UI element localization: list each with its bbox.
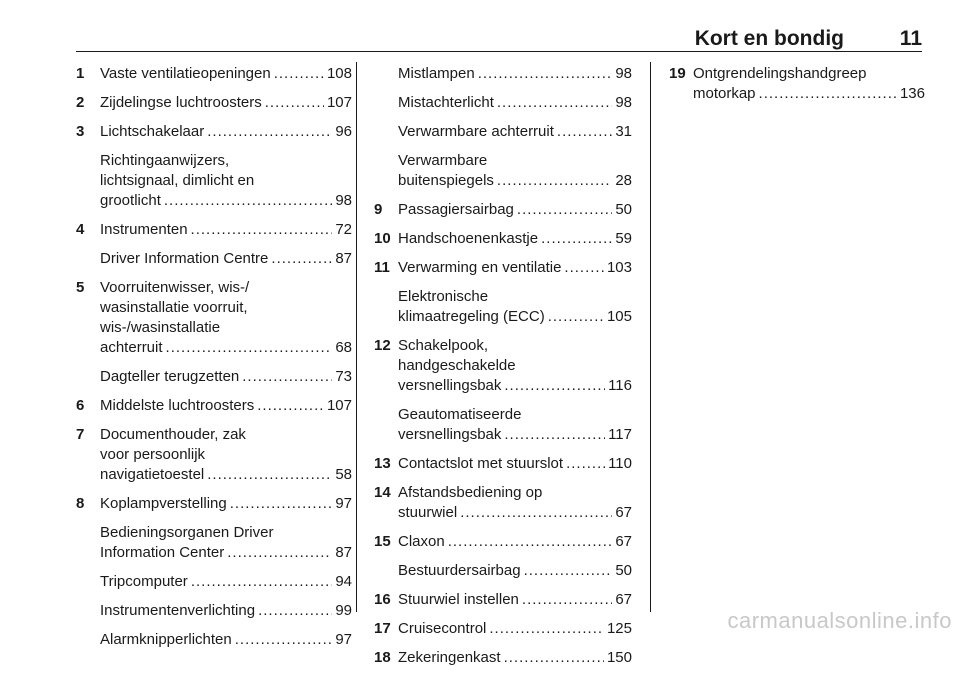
entry-number: 7 [76, 426, 85, 443]
entry-number: 17 [374, 620, 391, 637]
entry-page-link[interactable]: 107 [326, 397, 352, 414]
index-entry [374, 336, 632, 396]
entry-text: wasinstallatie voorruit, [100, 299, 248, 316]
entry-text: Lichtschakelaar [100, 123, 205, 140]
entry-last-line [100, 191, 352, 211]
entry-page-link[interactable]: 150 [606, 649, 632, 666]
entry-text: handgeschakelde [398, 357, 516, 374]
entry-text: Geautomatiseerde [398, 406, 522, 423]
entry-page-link[interactable]: 116 [608, 377, 632, 394]
entry-last-line [100, 396, 352, 416]
entry-page-link[interactable]: 117 [608, 426, 632, 443]
entry-last-line [398, 171, 632, 191]
entry-number: 16 [374, 591, 391, 608]
dot-leader [517, 200, 612, 220]
entry-last-line [100, 494, 352, 514]
index-entry [76, 523, 352, 563]
entry-number: 5 [76, 279, 85, 296]
entry-text: Mistlampen [398, 65, 475, 82]
dot-leader [504, 425, 605, 445]
entry-page-link[interactable]: 59 [615, 230, 632, 247]
page-title: Kort en bondig [694, 27, 844, 50]
index-entry [374, 151, 632, 191]
dot-leader [164, 191, 332, 211]
entry-text: Middelste luchtroosters [100, 397, 255, 414]
dot-leader [235, 630, 333, 650]
page-number: 11 [899, 27, 922, 50]
column-divider [650, 62, 651, 612]
entry-text: Verwarmbare achterruit [398, 123, 554, 140]
entry-text: Bedieningsorganen Driver [100, 524, 274, 541]
watermark: carmanualsonline.info [727, 608, 952, 633]
entry-page-link[interactable]: 97 [335, 495, 352, 512]
entry-last-line [100, 249, 352, 269]
entry-number: 19 [669, 65, 686, 82]
index-entry [374, 619, 632, 639]
entry-page-link[interactable]: 68 [335, 339, 352, 356]
dot-leader [191, 572, 333, 592]
entry-text: voor persoonlijk [100, 446, 206, 463]
index-entry [374, 200, 632, 220]
header-rule [76, 51, 922, 52]
entry-last-line [398, 258, 632, 278]
entry-last-line [100, 630, 352, 650]
dot-leader [524, 561, 613, 581]
dot-leader [257, 396, 324, 416]
entry-number: 14 [374, 484, 391, 501]
entry-text: Schakelpook, [398, 337, 489, 354]
dot-leader [191, 220, 333, 240]
dot-leader [497, 171, 612, 191]
entry-text: navigatietoestel [100, 466, 205, 483]
index-entry [374, 258, 632, 278]
entry-page-link[interactable]: 98 [335, 192, 352, 209]
entry-last-line [398, 532, 632, 552]
entry-page-link[interactable]: 99 [335, 602, 352, 619]
entry-text: Information Center [100, 544, 225, 561]
entry-last-line [398, 229, 632, 249]
entry-text: Koplampverstelling [100, 495, 227, 512]
entry-text: Verwarmbare [398, 152, 488, 169]
entry-text: Richtingaanwijzers, [100, 152, 230, 169]
index-entry [374, 405, 632, 445]
entry-number: 6 [76, 397, 85, 414]
entry-last-line [398, 200, 632, 220]
entry-last-line [100, 93, 352, 113]
index-entry [76, 367, 352, 387]
column-1 [76, 64, 352, 659]
entry-last-line [398, 425, 632, 445]
entry-number: 9 [374, 201, 383, 218]
dot-leader [207, 465, 332, 485]
entry-text: grootlicht [100, 192, 161, 209]
dot-leader [265, 93, 324, 113]
dot-leader [274, 64, 324, 84]
dot-leader [566, 454, 605, 474]
index-entry [374, 561, 632, 581]
entry-page-link[interactable]: 67 [615, 504, 632, 521]
entry-text: versnellingsbak [398, 377, 502, 394]
column-3 [669, 64, 925, 113]
dot-leader [564, 258, 604, 278]
dot-leader [460, 503, 612, 523]
entry-number: 13 [374, 455, 391, 472]
entry-last-line [398, 64, 632, 84]
entry-number: 18 [374, 649, 391, 666]
index-entry [374, 122, 632, 142]
entry-page-link[interactable]: 125 [606, 620, 632, 637]
entry-text: Dagteller terugzetten [100, 368, 240, 385]
column-2 [374, 64, 632, 677]
entry-last-line [100, 220, 352, 240]
entry-number: 11 [374, 259, 390, 276]
entry-page-link[interactable]: 98 [615, 65, 632, 82]
entry-text: Mistachterlicht [398, 94, 494, 111]
index-entry [76, 572, 352, 592]
dot-leader [242, 367, 332, 387]
entry-page-link[interactable]: 87 [335, 544, 352, 561]
entry-text: Cruisecontrol [398, 620, 487, 637]
entry-page-link[interactable]: 67 [615, 533, 632, 550]
dot-leader [548, 307, 604, 327]
entry-text: buitenspiegels [398, 172, 494, 189]
entry-page-link[interactable]: 94 [335, 573, 352, 590]
dot-leader [166, 338, 333, 358]
entry-page-link[interactable]: 73 [335, 368, 352, 385]
entry-last-line [398, 307, 632, 327]
entry-text: Passagiersairbag [398, 201, 514, 218]
entry-last-line [398, 93, 632, 113]
entry-last-line [398, 619, 632, 639]
dot-leader [271, 249, 332, 269]
index-entry [76, 151, 352, 211]
entry-page-link[interactable]: 97 [335, 631, 352, 648]
entry-text: motorkap [693, 85, 756, 102]
entry-text: Ontgrendelingshandgreep [693, 65, 867, 82]
entry-number: 10 [374, 230, 391, 247]
entry-text: achterruit [100, 339, 163, 356]
entry-page-link[interactable]: 110 [608, 455, 632, 472]
entry-number: 2 [76, 94, 85, 111]
dot-leader [557, 122, 612, 142]
entry-last-line [398, 454, 632, 474]
dot-leader [497, 93, 612, 113]
dot-leader [230, 494, 333, 514]
dot-leader [448, 532, 613, 552]
dot-leader [504, 648, 604, 668]
entry-text: Alarmknipperlichten [100, 631, 232, 648]
dot-leader [227, 543, 332, 563]
entry-text: Driver Information Centre [100, 250, 269, 267]
entry-text: Elektronische [398, 288, 489, 305]
index-entry [76, 278, 352, 358]
index-entry [374, 93, 632, 113]
entry-text: wis-/wasinstallatie [100, 319, 221, 336]
dot-leader [522, 590, 612, 610]
entry-text: klimaatregeling (ECC) [398, 308, 545, 325]
entry-text: Stuurwiel instellen [398, 591, 519, 608]
entry-page-link[interactable]: 50 [615, 201, 632, 218]
entry-page-link[interactable]: 31 [615, 123, 632, 140]
entry-number: 4 [76, 221, 85, 238]
entry-last-line [693, 84, 925, 104]
entry-page-link[interactable]: 105 [606, 308, 632, 325]
index-entry [76, 630, 352, 650]
index-entry [374, 229, 632, 249]
entry-number: 15 [374, 533, 391, 550]
index-entry [374, 454, 632, 474]
index-entry [374, 648, 632, 668]
index-entry [76, 396, 352, 416]
entry-page-link[interactable]: 103 [606, 259, 632, 276]
entry-text: Voorruitenwisser, wis-/ [100, 279, 250, 296]
entry-text: Handschoenenkastje [398, 230, 539, 247]
index-entry [374, 532, 632, 552]
entry-text: Instrumenten [100, 221, 188, 238]
entry-text: Claxon [398, 533, 445, 550]
entry-last-line [398, 122, 632, 142]
entry-number: 3 [76, 123, 85, 140]
index-entry [76, 64, 352, 84]
entry-text: Vaste ventilatieopeningen [100, 65, 271, 82]
entry-page-link[interactable]: 136 [899, 85, 925, 102]
entry-page-link[interactable]: 98 [615, 94, 632, 111]
index-entry [669, 64, 925, 104]
index-entry [76, 425, 352, 485]
index-entry [76, 122, 352, 142]
index-entry [76, 494, 352, 514]
entry-last-line [100, 367, 352, 387]
entry-number: 1 [76, 65, 85, 82]
entry-page-link[interactable]: 108 [326, 65, 352, 82]
entry-text: lichtsignaal, dimlicht en [100, 172, 255, 189]
entry-text: Verwarming en ventilatie [398, 259, 562, 276]
entry-last-line [398, 503, 632, 523]
entry-text: versnellingsbak [398, 426, 502, 443]
entry-page-link[interactable]: 96 [335, 123, 352, 140]
entry-number: 12 [374, 337, 391, 354]
dot-leader [258, 601, 332, 621]
dot-leader [759, 84, 897, 104]
entry-text: Instrumentenverlichting [100, 602, 256, 619]
entry-last-line [398, 561, 632, 581]
dot-leader [478, 64, 613, 84]
entry-page-link[interactable]: 67 [615, 591, 632, 608]
dot-leader [489, 619, 604, 639]
dot-leader [207, 122, 332, 142]
entry-page-link[interactable]: 72 [335, 221, 352, 238]
index-entry [374, 64, 632, 84]
entry-page-link[interactable]: 58 [335, 466, 352, 483]
entry-last-line [100, 601, 352, 621]
index-entry [76, 220, 352, 240]
entry-last-line [100, 338, 352, 358]
dot-leader [541, 229, 612, 249]
entry-last-line [100, 543, 352, 563]
entry-text: Documenthouder, zak [100, 426, 246, 443]
column-divider [356, 62, 357, 612]
entry-text: Bestuurdersairbag [398, 562, 521, 579]
entry-last-line [100, 64, 352, 84]
index-entry [374, 483, 632, 523]
entry-last-line [100, 572, 352, 592]
index-entry [76, 249, 352, 269]
entry-last-line [398, 376, 632, 396]
entry-last-line [398, 648, 632, 668]
index-entry [374, 590, 632, 610]
dot-leader [504, 376, 605, 396]
entry-number: 8 [76, 495, 85, 512]
index-entry [374, 287, 632, 327]
entry-page-link[interactable]: 50 [615, 562, 632, 579]
entry-text: stuurwiel [398, 504, 458, 521]
entry-text: Zijdelingse luchtroosters [100, 94, 262, 111]
entry-last-line [100, 465, 352, 485]
entry-page-link[interactable]: 87 [335, 250, 352, 267]
entry-page-link[interactable]: 107 [326, 94, 352, 111]
entry-text: Contactslot met stuurslot [398, 455, 564, 472]
index-entry [76, 601, 352, 621]
entry-text: Afstandsbediening op [398, 484, 543, 501]
entry-text: Zekeringenkast [398, 649, 501, 666]
entry-last-line [398, 590, 632, 610]
entry-page-link[interactable]: 28 [615, 172, 632, 189]
entry-last-line [100, 122, 352, 142]
index-entry [76, 93, 352, 113]
entry-text: Tripcomputer [100, 573, 188, 590]
